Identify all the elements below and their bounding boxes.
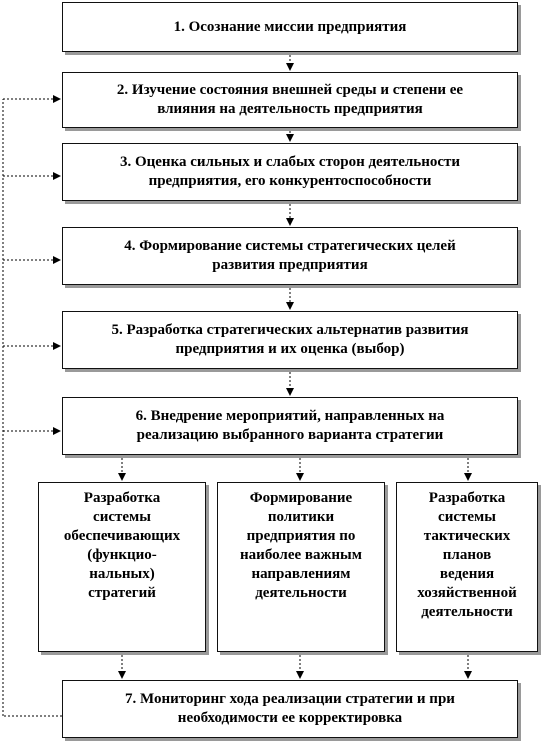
substep-3-label: Разработка системы тактических планов ведения хозяйственной деятельности: [417, 490, 517, 620]
step-5-label: 5. Разработка стратегических альтернатив развития предприятия и их оценка (выбор): [111, 322, 469, 357]
step-1-label: 1. Осознание миссии предприятия: [173, 18, 407, 35]
step-6-label: 6. Внедрение мероприятий, направленных на реализацию выбранного варианта стратегии: [135, 408, 445, 443]
step-7-label: 7. Мониторинг хода реализации стратегии и при необходимости ее корректировка: [125, 691, 455, 726]
substep-2-label: Формирование политики предприятия по наиболее важным направлениям деятельности: [240, 490, 362, 601]
step-3-label: 3. Оценка сильных и слабых сторон деятельности предприятия, его конкурентоспособности: [119, 154, 461, 189]
step-4-label: 4. Формирование системы стратегических целей развития предприятия: [124, 238, 456, 273]
step-2-label: 2. Изучение состояния внешней среды и степени ее влияния на деятельность предприятия: [116, 82, 464, 117]
substep-1-label: Разработка системы обеспечивающих (функцио- нальных) стратегий: [63, 490, 181, 601]
